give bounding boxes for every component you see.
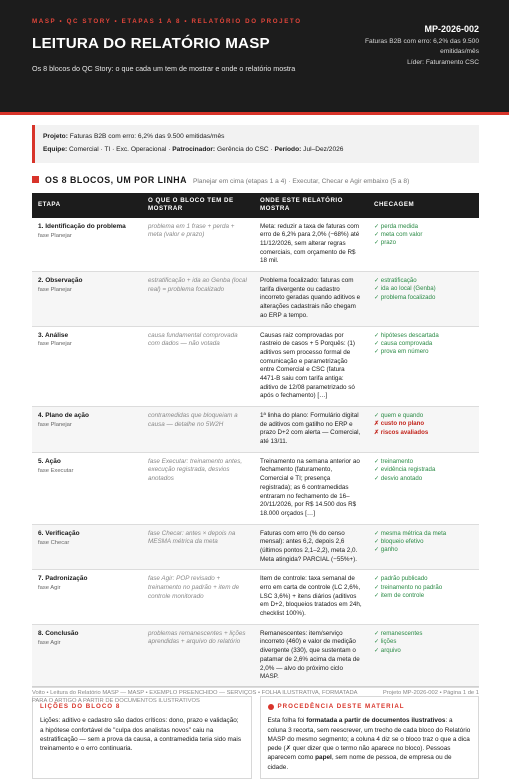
shows-cell: fase Executar: treinamento antes, execução registrada, desvios anotados bbox=[142, 452, 254, 524]
sponsor-label: Patrocinador: bbox=[172, 145, 216, 153]
stage-cell bbox=[32, 624, 142, 687]
where-cell: Faturas com erro (% do censo mensal): antes 6,2, depois 2,6 (últimos pontos 2,1–2,2), meta 2,0. Meta atingida? PARCIAL (−55%+). bbox=[254, 524, 368, 570]
check-cell bbox=[368, 326, 479, 407]
team-value: Comercial · TI · Exc. Operacional bbox=[69, 145, 167, 153]
check-item-ok: ✓ bloqueio efetivo bbox=[374, 537, 424, 545]
project-line bbox=[43, 131, 471, 144]
stage-cell bbox=[32, 272, 142, 326]
table-row bbox=[32, 218, 479, 272]
lessons-body: Lições: aditivo e cadastro são dados críticos: dono, prazo e validação; a hipótese confortável de "culpa dos analistas novos" caiu na estratificação — sem a prova da causa, a contramedida teria sido mais treinamento e o erro continuaria. bbox=[40, 717, 242, 753]
provenance-text-5: , sem nome de pessoa, de empresa ou de cidade. bbox=[267, 754, 452, 771]
page-title: LEITURA DO RELATÓRIO MASP bbox=[32, 35, 270, 53]
check-item-ok: ✓ ida ao local (Genba) bbox=[374, 285, 436, 293]
col-header-where: ONDE ESTE RELATÓRIO MOSTRA bbox=[254, 193, 368, 218]
check-item-ok: ✓ hipóteses descartada bbox=[374, 331, 439, 339]
lessons-title: LIÇÕES DO BLOCO 8 bbox=[40, 702, 121, 710]
stage-cell bbox=[32, 570, 142, 624]
footer-left: Voito • Leitura do Relatório MASP — MASP • EXEMPLO PREENCHIDO — SERVIÇOS • FOLHA ILUSTRATIVA, FORMATADA PARA O ARTIGO A PARTIR DE DOCUMENTOS ILUSTRATIVOS bbox=[32, 690, 358, 704]
shows-cell: causa fundamental comprovada com dados — não votada bbox=[142, 326, 254, 407]
header-meta bbox=[359, 23, 479, 68]
shows-cell: contramedidas que bloqueiam a causa — detalhe no 5W2H bbox=[142, 407, 254, 453]
check-item-missing: ✗ custo no plano bbox=[374, 420, 425, 428]
check-item-ok: ✓ lições bbox=[374, 638, 397, 646]
stage-name: 1. Identificação do problema bbox=[38, 222, 126, 230]
header-leader: Líder: Faturamento CSC bbox=[407, 59, 479, 67]
check-item-ok: ✓ causa comprovada bbox=[374, 339, 433, 347]
stage-phase: fase Agir bbox=[38, 585, 61, 592]
team-line: Equipe: Comercial · TI · Exc. Operacional · Patrocinador: Gerência do CSC · Período: Jul–Dez/2026 bbox=[43, 145, 344, 153]
table-row bbox=[32, 407, 479, 453]
where-cell: Causas raiz comprovadas por rastreio de casos + 5 Porquês: (1) aditivos sem processo formal de comunicação e parametrização entre Comercial e CSC (fatura 4471-B saiu com tarifa antiga: aditivo de 12/08 parametrizado só após o fechamento) […] bbox=[254, 326, 368, 407]
where-cell: Meta: reduzir a taxa de faturas com erro de 6,2% para 2,0% (−68%) até 11/12/2026, sem alterar regras comerciais, com orçamento de R$ 18 mil. bbox=[254, 218, 368, 272]
where-cell: Problema focalizado: faturas com tarifa divergente ou cadastro incorreto geradas quando aditivos e alterações cadastrais não chegam ao ERP a tempo. bbox=[254, 272, 368, 326]
provenance-text-4: papel bbox=[315, 754, 332, 762]
provenance-text-3: : a coluna 3 recorta, sem reescrever, um trecho de cada bloco do Relatório MASP do mesmo segmento; a coluna 4 diz se o bloco traz o que a dica pede (✗ quer dizer que o termo não aparece no bloco). Pessoas aparecem como bbox=[267, 717, 471, 762]
shows-cell: fase Agir: POP revisado + treinamento no padrão + item de controle monitorado bbox=[142, 570, 254, 624]
stage-name: 2. Observação bbox=[38, 277, 83, 285]
blocks-table bbox=[32, 193, 479, 688]
check-item-ok: ✓ treinamento no padrão bbox=[374, 583, 443, 591]
col-header-shows: O QUE O BLOCO TEM DE MOSTRAR bbox=[142, 193, 254, 218]
sponsor-value: Gerência do CSC bbox=[216, 145, 269, 153]
where-cell: Item de controle: taxa semanal de erro em carta de controle (LC 2,6%, LSC 3,6%) + itens diários (aditivos em D+2, bloqueios tratados em 24h, checklist 100%). bbox=[254, 570, 368, 624]
col-header-stage: ETAPA bbox=[32, 193, 142, 218]
check-item-ok: ✓ prova em número bbox=[374, 348, 429, 356]
team-label: Equipe: bbox=[43, 145, 68, 153]
section-note: Planejar em cima (etapas 1 a 4) · Executar, Checar e Agir embaixo (5 a 8) bbox=[193, 178, 410, 186]
project-label: Projeto: bbox=[43, 133, 68, 140]
where-cell: 1ª linha do plano: Formulário digital de aditivos com gatilho no ERP e prazo D+2 com alerta — Comercial, até 13/11. bbox=[254, 407, 368, 453]
provenance-title: PROCEDÊNCIA DESTE MATERIAL bbox=[277, 702, 405, 710]
provenance-body bbox=[268, 716, 472, 772]
col-header-check: CHECAGEM bbox=[368, 193, 479, 218]
check-cell bbox=[368, 218, 479, 272]
check-item-ok: ✓ mesma métrica da meta bbox=[374, 529, 447, 537]
shows-cell: problema em 1 frase + perda + meta (valor e prazo) bbox=[142, 218, 254, 272]
table-row bbox=[32, 272, 479, 326]
period-value: Jul–Dez/2026 bbox=[303, 145, 344, 153]
stage-cell bbox=[32, 407, 142, 453]
stage-name: 6. Verificação bbox=[38, 529, 80, 537]
section-title: OS 8 BLOCOS, UM POR LINHA bbox=[45, 175, 188, 186]
period-label: Período: bbox=[274, 145, 302, 153]
check-item-ok: ✓ item de controle bbox=[374, 592, 425, 600]
project-code: MP-2026-002 bbox=[424, 24, 479, 34]
shows-cell: estratificação + ida ao Genba (local real) = problema focalizado bbox=[142, 272, 254, 326]
check-cell bbox=[368, 524, 479, 570]
stage-phase: fase Agir bbox=[38, 639, 61, 646]
stage-phase: fase Checar bbox=[38, 539, 70, 546]
check-item-ok: ✓ perda medida bbox=[374, 222, 419, 230]
stage-cell bbox=[32, 524, 142, 570]
page-footer bbox=[32, 686, 479, 706]
table-row bbox=[32, 326, 479, 407]
where-cell: Remanescentes: item/serviço incorreto (460) e valor de medição divergente (330), que sustentam o patamar de 2,6% acima da meta de 2,0% — alvo do próximo ciclo MASP. bbox=[254, 624, 368, 687]
table-header-row bbox=[32, 193, 479, 218]
stage-phase: fase Executar bbox=[38, 467, 74, 474]
table-row bbox=[32, 570, 479, 624]
check-cell bbox=[368, 624, 479, 687]
check-item-ok: ✓ problema focalizado bbox=[374, 293, 436, 301]
provenance-text-1: Esta folha foi bbox=[267, 717, 307, 725]
check-item-ok: ✓ padrão publicado bbox=[374, 575, 428, 583]
lessons-box bbox=[32, 696, 252, 779]
header-accent-bar bbox=[0, 112, 509, 115]
check-item-ok: ✓ prazo bbox=[374, 239, 397, 247]
check-item-ok: ✓ meta com valor bbox=[374, 231, 423, 239]
check-item-ok: ✓ desvio anotado bbox=[374, 474, 423, 482]
stage-cell bbox=[32, 218, 142, 272]
page-subtitle: Os 8 blocos do QC Story: o que cada um tem de mostrar e onde o relatório mostra bbox=[32, 63, 296, 73]
check-cell bbox=[368, 272, 479, 326]
check-item-ok: ✓ ganho bbox=[374, 546, 398, 554]
header-problem: Faturas B2B com erro: 6,2% das 9.500 emitidas/mês bbox=[365, 38, 479, 55]
project-info-box bbox=[32, 125, 479, 163]
stage-phase: fase Planejar bbox=[38, 421, 72, 428]
where-cell: Treinamento na semana anterior ao fechamento (faturamento, Comercial e TI; presença registrada); as 6 contramedidas entraram no fechamento de 16–20/11/2026, por R$ 14.500 dos R$ 18.000 orçados […] bbox=[254, 452, 368, 524]
stage-name: 5. Ação bbox=[38, 457, 61, 465]
header-eyebrow: MASP • QC STORY • ETAPAS 1 A 8 • RELATÓRIO DO PROJETO bbox=[32, 18, 302, 25]
stage-name: 7. Padronização bbox=[38, 575, 88, 583]
check-item-ok: ✓ treinamento bbox=[374, 457, 413, 465]
table-row bbox=[32, 524, 479, 570]
check-item-ok: ✓ remanescentes bbox=[374, 629, 423, 637]
provenance-text-2: formatada a partir de documentos ilustrativos bbox=[306, 717, 446, 725]
check-cell bbox=[368, 452, 479, 524]
page-header bbox=[0, 0, 509, 112]
footer-right: Projeto MP-2026-002 • Página 1 de 1 bbox=[382, 690, 479, 696]
shows-cell: problemas remanescentes + lições aprendidas + arquivo do relatório bbox=[142, 624, 254, 687]
project-value: Faturas B2B com erro: 6,2% das 9.500 emitidas/mês bbox=[69, 133, 225, 140]
section-square-icon bbox=[32, 176, 39, 183]
stage-cell bbox=[32, 326, 142, 407]
check-item-ok: ✓ estratificação bbox=[374, 277, 417, 285]
section-header bbox=[32, 175, 479, 187]
bottom-boxes bbox=[32, 696, 479, 779]
table-body bbox=[32, 218, 479, 688]
stage-name: 4. Plano de ação bbox=[38, 412, 89, 420]
stage-phase: fase Planejar bbox=[38, 287, 72, 294]
stage-name: 3. Análise bbox=[38, 331, 69, 339]
check-cell bbox=[368, 407, 479, 453]
check-item-ok: ✓ quem e quando bbox=[374, 412, 424, 420]
stage-cell bbox=[32, 452, 142, 524]
stage-name: 8. Conclusão bbox=[38, 629, 79, 637]
check-cell bbox=[368, 570, 479, 624]
stage-phase: fase Planejar bbox=[38, 232, 72, 239]
table-row bbox=[32, 624, 479, 687]
check-item-ok: ✓ arquivo bbox=[374, 646, 401, 654]
provenance-box bbox=[260, 696, 480, 779]
check-item-missing: ✗ riscos avaliados bbox=[374, 428, 429, 436]
stage-phase: fase Planejar bbox=[38, 341, 72, 348]
check-item-ok: ✓ evidência registrada bbox=[374, 466, 436, 474]
table-row bbox=[32, 452, 479, 524]
shows-cell: fase Checar: antes × depois na MESMA métrica da meta bbox=[142, 524, 254, 570]
